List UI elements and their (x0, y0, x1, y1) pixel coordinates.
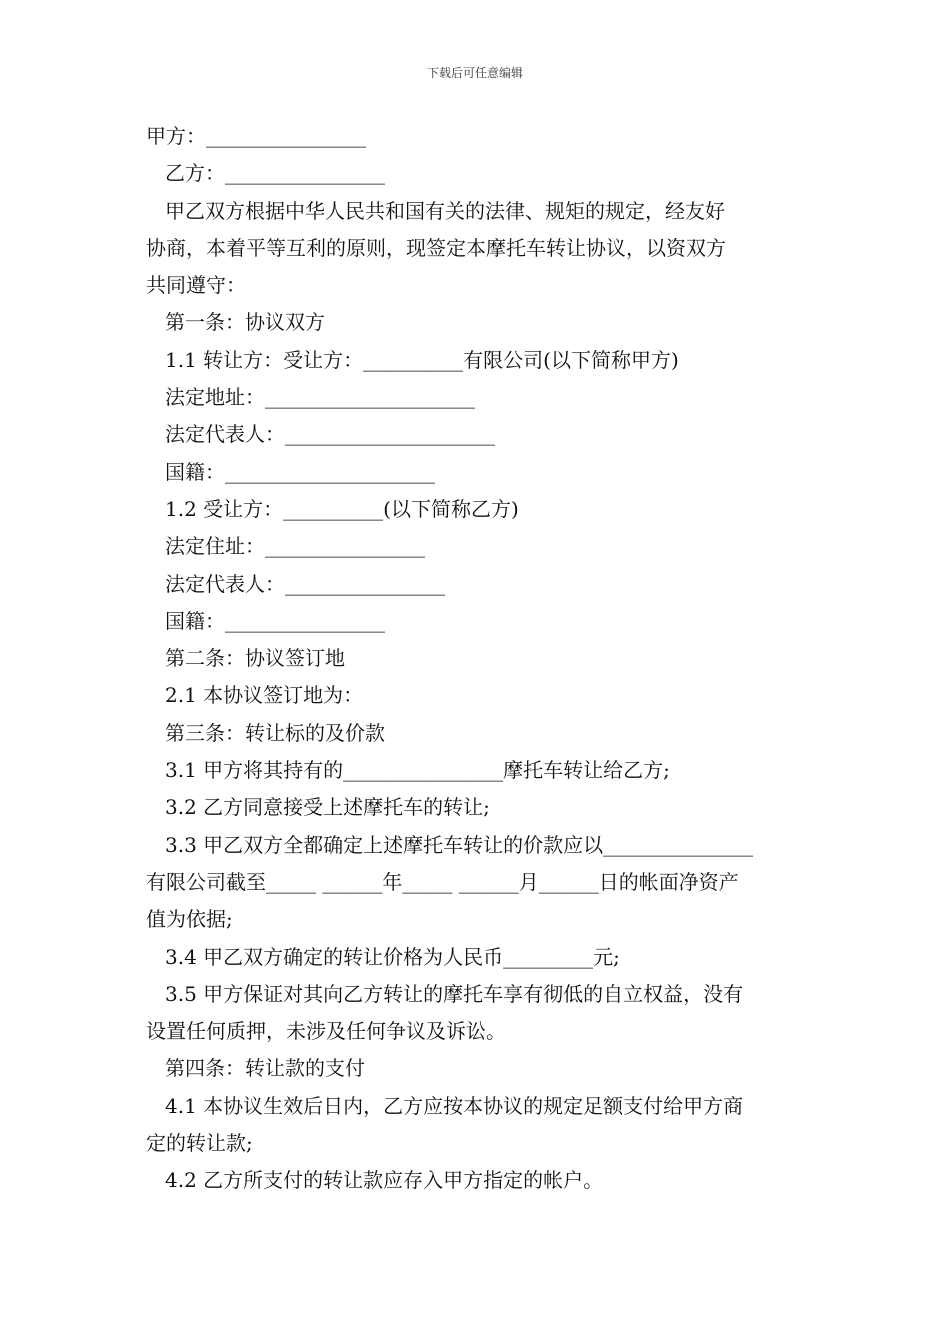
clause-1-2: 1.2 受让方：__________(以下简称乙方) (165, 496, 519, 521)
page-header-note: 下载后可任意编辑 (426, 66, 523, 80)
clause-1-1-nationality: 国籍：_____________________ (165, 459, 435, 484)
clause-3-3-line-3: 值为依据; (146, 907, 233, 932)
article-3-heading: 第三条：转让标的及价款 (165, 720, 385, 745)
clause-2-1: 2.1 本协议签订地为： (165, 683, 364, 708)
clause-1-1: 1.1 转让方：受让方：__________有限公司(以下简称甲方) (165, 347, 679, 372)
article-2-heading: 第二条：协议签订地 (165, 646, 345, 671)
document-body (146, 118, 806, 1200)
clause-3-4: 3.4 甲乙双方确定的转让价格为人民币_________元; (165, 944, 620, 969)
clause-1-1-address: 法定地址：_____________________ (165, 385, 475, 410)
clause-3-2: 3.2 乙方同意接受上述摩托车的转让; (165, 795, 490, 820)
clause-4-1-line-1: 4.1 本协议生效后日内，乙方应按本协议的规定足额支付给甲方商 (165, 1093, 744, 1118)
preamble-line-1: 甲乙双方根据中华人民共和国有关的法律、规矩的规定，经友好 (165, 198, 725, 223)
party-b-line: 乙方：________________ (165, 161, 385, 186)
article-1-heading: 第一条：协议双方 (165, 310, 325, 335)
clause-4-2: 4.2 乙方所支付的转让款应存入甲方指定的帐户。 (165, 1168, 604, 1193)
clause-3-5-line-2: 设置任何质押，未涉及任何争议及诉讼。 (146, 1019, 506, 1044)
clause-3-1: 3.1 甲方将其持有的________________摩托车转让给乙方; (165, 758, 670, 783)
preamble-line-3: 共同遵守： (146, 273, 246, 298)
clause-3-5-line-1: 3.5 甲方保证对其向乙方转让的摩托车享有彻低的自立权益，没有 (165, 981, 744, 1006)
party-a-line: 甲方：________________ (146, 124, 366, 148)
article-4-heading: 第四条：转让款的支付 (165, 1056, 365, 1081)
clause-3-3-line-1: 3.3 甲乙双方全都确定上述摩托车转让的价款应以_______________ (165, 832, 754, 857)
clause-1-2-nationality: 国籍：________________ (165, 608, 385, 633)
clause-1-1-representative: 法定代表人：_____________________ (165, 422, 495, 447)
clause-1-2-representative: 法定代表人：________________ (165, 571, 445, 596)
clause-4-1-line-2: 定的转让款; (146, 1131, 253, 1156)
clause-1-2-address: 法定住址：________________ (165, 534, 425, 559)
clause-3-3-line-2: 有限公司截至_____ ______年_____ ______月______日的帐面净资产 (146, 869, 739, 894)
preamble-line-2: 协商，本着平等互利的原则，现签定本摩托车转让协议，以资双方 (146, 235, 726, 260)
